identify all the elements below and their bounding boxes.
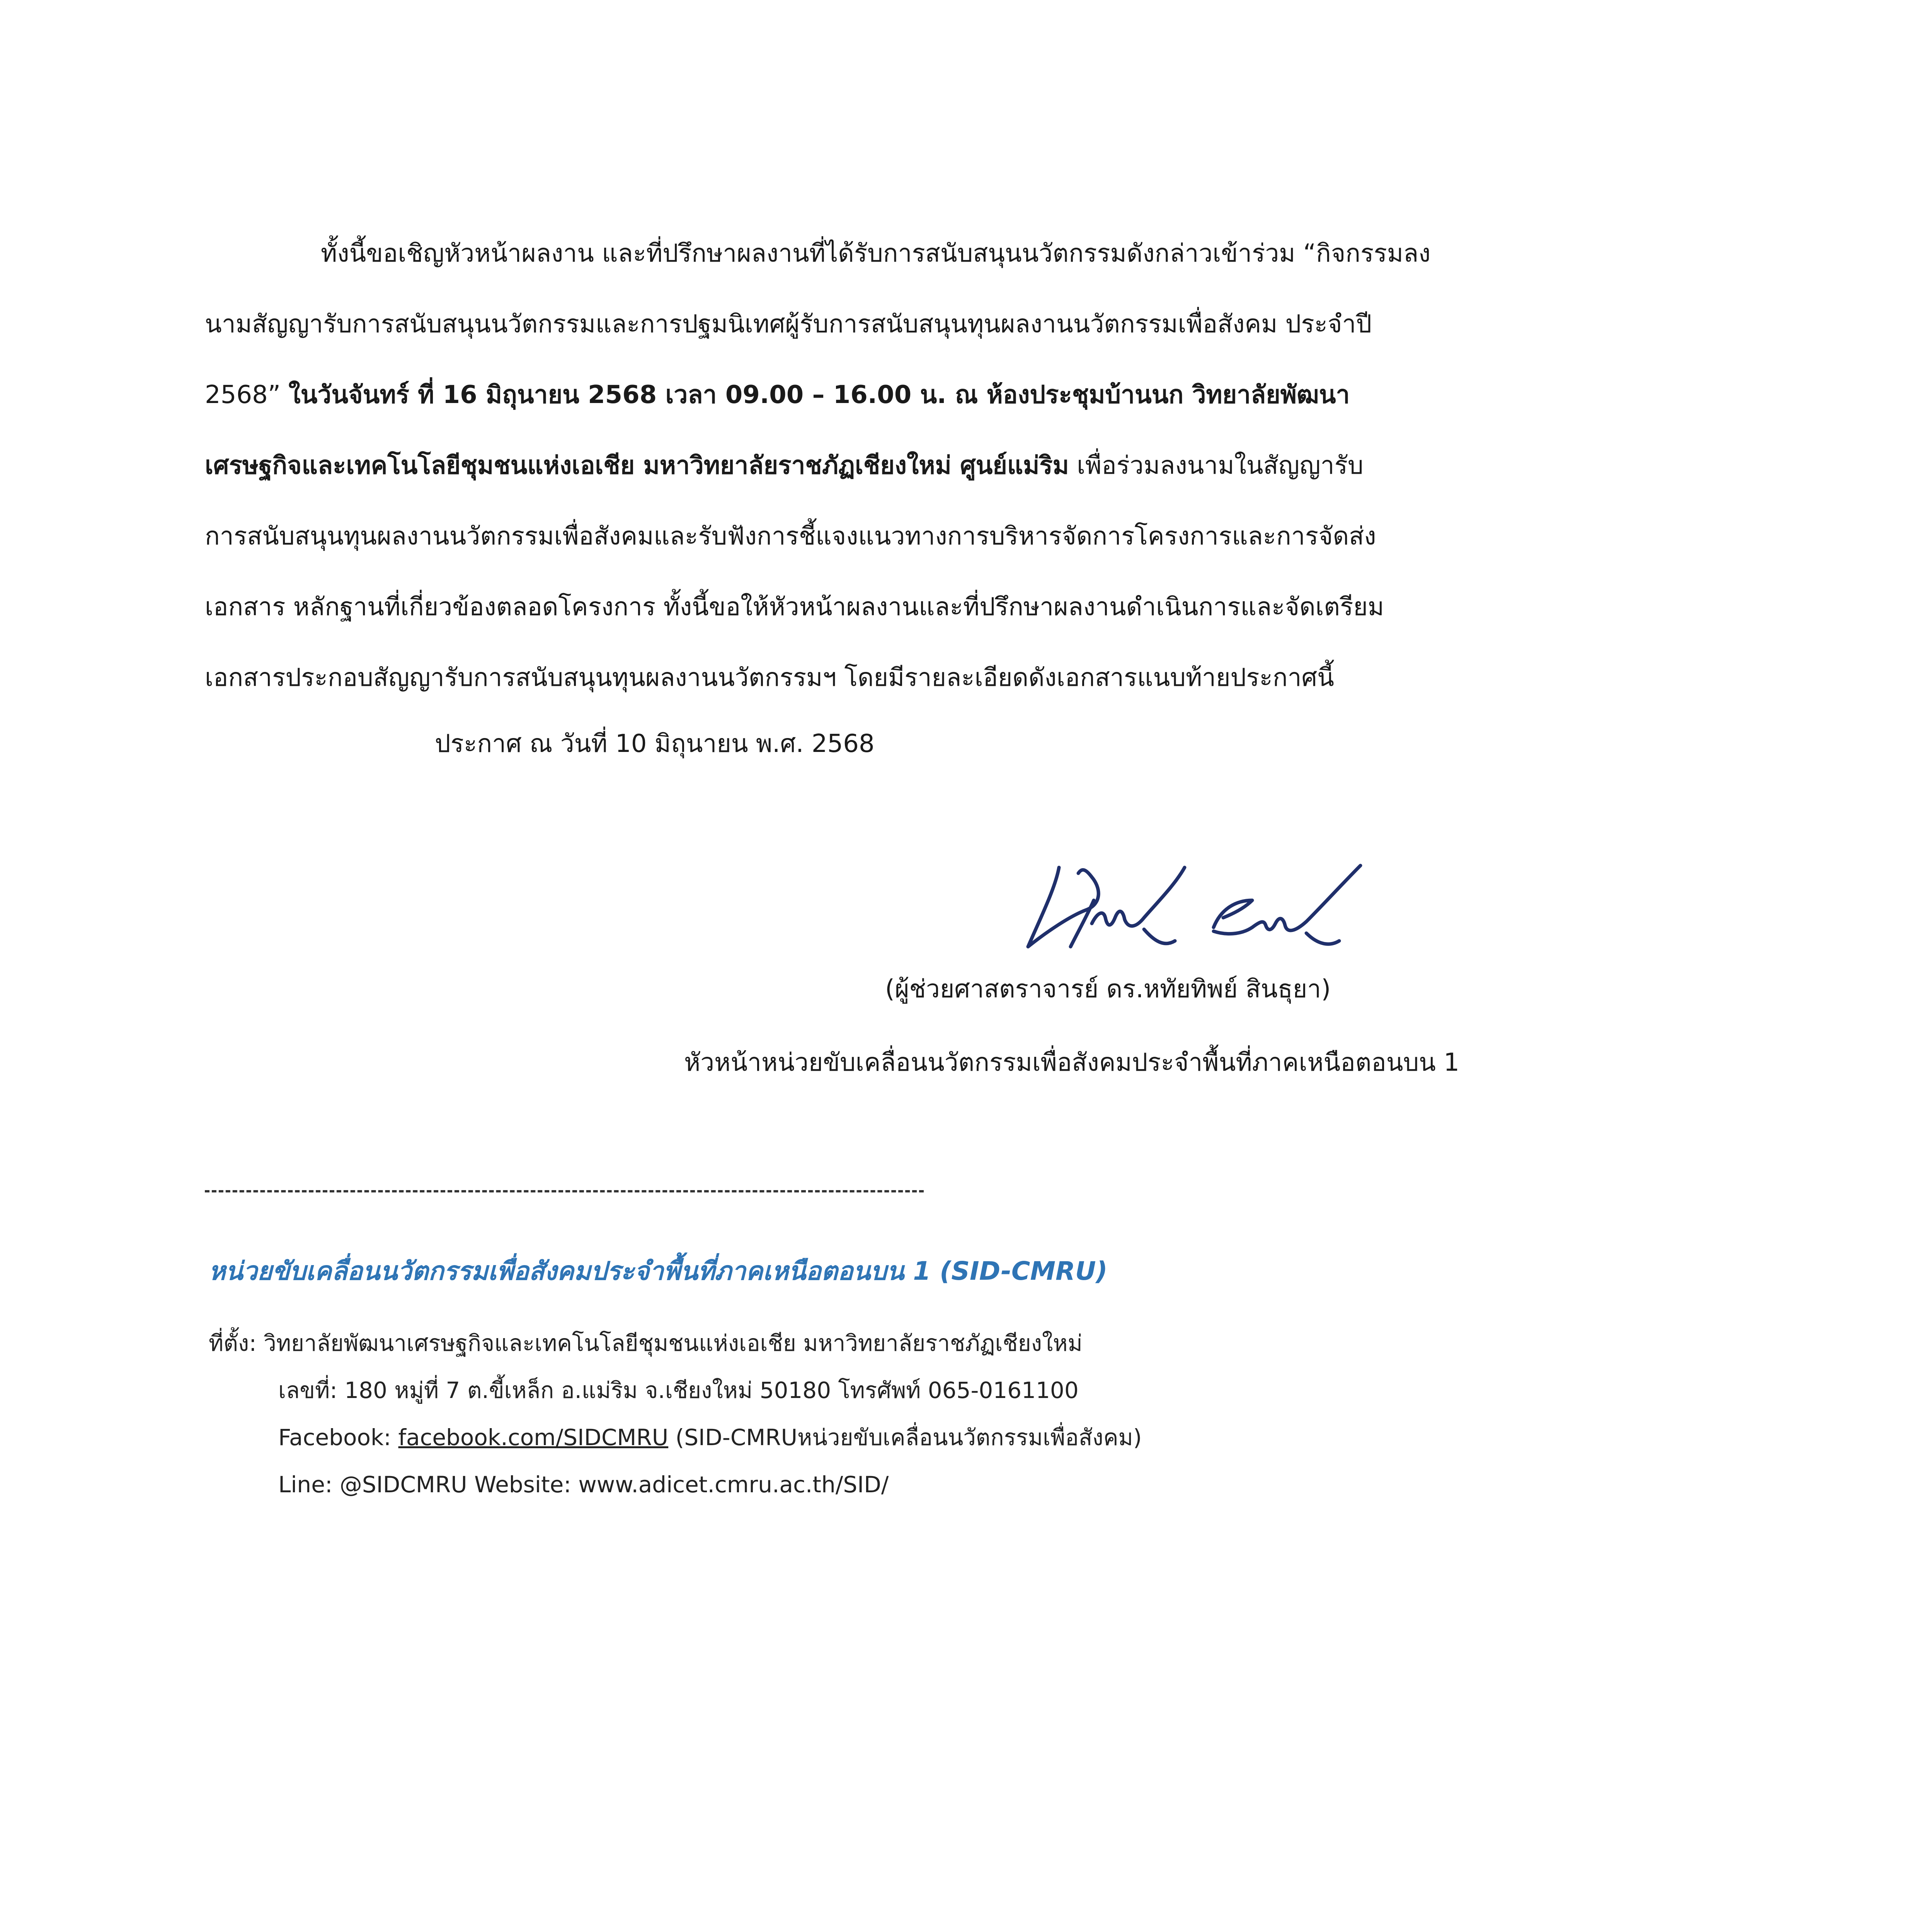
facebook-suffix: (SID-CMRUหน่วยขับเคลื่อนนวัตกรรมเพื่อสังคม) — [668, 1424, 1142, 1451]
body-text-plain: เพื่อร่วมลงนามในสัญญารับ — [1069, 451, 1364, 480]
announcement-date: ประกาศ ณ วันที่ 10 มิถุนายน พ.ศ. 2568 — [435, 730, 875, 758]
body-line: เอกสาร หลักฐานที่เกี่ยวข้องตลอดโครงการ ทั้งนี้ขอให้หัวหน้าผลงานและที่ปรึกษาผลงานดำเนินการและจัดเตรียม — [205, 593, 1384, 621]
signer-title: หัวหน้าหน่วยขับเคลื่อนนวัตกรรมเพื่อสังคมประจำพื้นที่ภาคเหนือตอนบน 1 — [684, 1048, 1459, 1077]
footer-divider — [205, 1190, 924, 1192]
body-line: ทั้งนี้ขอเชิญหัวหน้าผลงาน และที่ปรึกษาผลงานที่ได้รับการสนับสนุนนวัตกรรมดังกล่าวเข้าร่วม “กิจกรรมลง — [321, 239, 1431, 268]
body-line — [205, 430, 1751, 501]
facebook-label: Facebook: — [278, 1424, 398, 1451]
footer-org-name: หน่วยขับเคลื่อนนวัตกรรมเพื่อสังคมประจำพื้นที่ภาคเหนือตอนบน 1 (SID-CMRU) — [209, 1256, 1108, 1286]
signature-image — [1013, 831, 1391, 978]
footer-contact — [209, 1320, 1142, 1508]
body-line: การสนับสนุนทุนผลงานนวัตกรรมเพื่อสังคมและรับฟังการชี้แจงแนวทางการบริหารจัดการโครงการและการจัดส่ง — [205, 522, 1376, 551]
signer-name: (ผู้ช่วยศาสตราจารย์ ดร.หทัยทิพย์ สินธุยา) — [885, 975, 1331, 1003]
body-line: เอกสารประกอบสัญญารับการสนับสนุนทุนผลงานนวัตกรรมฯ โดยมีรายละเอียดดังเอกสารแนบท้ายประกาศนี้ — [205, 663, 1334, 692]
footer-facebook-line — [209, 1414, 1142, 1461]
body-text-bold: เศรษฐกิจและเทคโนโลยีชุมชนแห่งเอเชีย มหาวิทยาลัยราชภัฏเชียงใหม่ ศูนย์แม่ริม — [205, 451, 1069, 480]
body-paragraph — [205, 218, 1751, 713]
body-text-plain: 2568” — [205, 381, 289, 409]
body-text-bold: ในวันจันทร์ ที่ 16 มิถุนายน 2568 เวลา 09.00 – 16.00 น. ณ ห้องประชุมบ้านนก วิทยาลัยพัฒนา — [288, 381, 1350, 409]
footer-address-line: เลขที่: 180 หมู่ที่ 7 ต.ขี้เหล็ก อ.แม่ริม จ.เชียงใหม่ 50180 โทรศัพท์ 065-0161100 — [278, 1377, 1079, 1403]
footer-line-website: Line: @SIDCMRU Website: www.adicet.cmru.ac.th/SID/ — [278, 1471, 889, 1498]
body-line: นามสัญญารับการสนับสนุนนวัตกรรมและการปฐมนิเทศผู้รับการสนับสนุนทุนผลงานนวัตกรรมเพื่อสังคม ประจำปี — [205, 310, 1372, 338]
footer-address-line: ที่ตั้ง: วิทยาลัยพัฒนาเศรษฐกิจและเทคโนโลยีชุมชนแห่งเอเชีย มหาวิทยาลัยราชภัฏเชียงใหม่ — [209, 1330, 1083, 1356]
facebook-link[interactable]: facebook.com/SIDCMRU — [398, 1424, 669, 1451]
body-line — [205, 360, 1751, 430]
